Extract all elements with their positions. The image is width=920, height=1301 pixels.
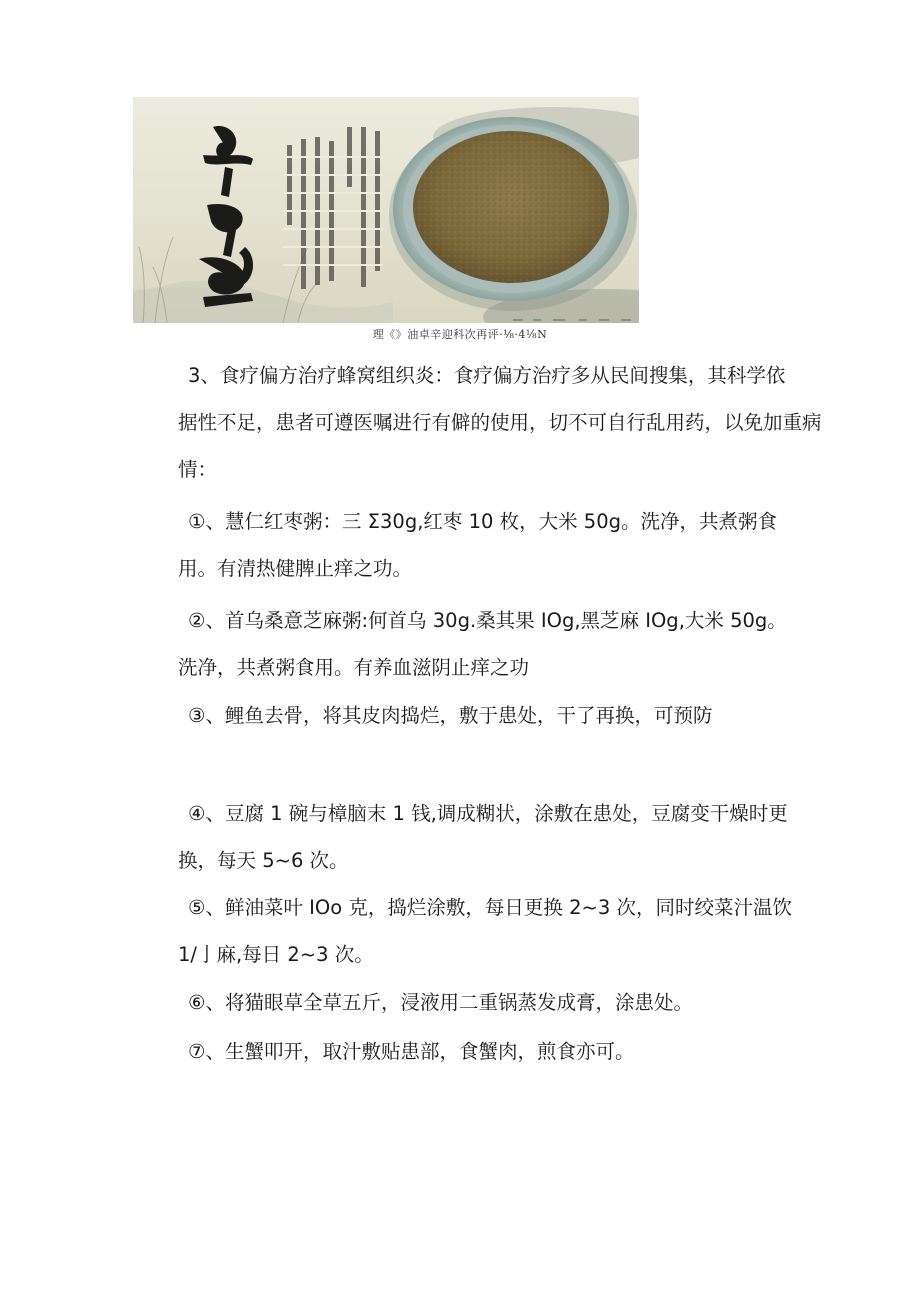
text-line: 情： [178,458,218,481]
text-line: ③、鲤鱼去骨，将其皮肉捣烂，敷于患处，干了再换，可预防 [188,704,713,727]
text-line: ⑤、鲜油菜叶 IOo 克，捣烂涂敷，每日更换 2~3 次，同时绞菜汁温饮 [188,896,792,919]
paragraph-item-3 [178,692,808,739]
paragraph-item-6 [178,979,808,1026]
text-line: 据性不足，患者可遵医嘱进行有僻的使用，切不可自行乱用药，以免加重病 [178,411,822,434]
text-line: 用。有清热健脾止痒之功。 [178,557,413,580]
text-line: 洗净，共煮粥食用。有养血滋阴止痒之功 [178,656,530,679]
text-line: ②、首乌桑意芝麻粥:何首乌 30g.桑其果 IOg,黑芝麻 IOg,大米 50g。 [188,609,787,632]
paragraph-item-4 [178,790,808,884]
text-line: 换，每天 5~6 次。 [178,849,349,872]
text-line: 1/亅麻,每日 2~3 次。 [178,943,374,966]
paragraph-item-7 [178,1028,808,1075]
figure-caption: 理《》油卓辛迎科次再评·⅛·4⅛N [372,328,548,341]
paragraph-item-2 [178,597,808,691]
text-line: ①、慧仁红枣粥：三 Σ30g,红枣 10 枚，大米 50g。洗净，共煮粥食 [188,510,777,533]
text-line: 3、食疗偏方治疗蜂窝组织炎：食疗偏方治疗多从民间搜集，其科学依 [188,364,786,387]
paragraph-intro [178,352,822,493]
text-line: ⑦、生蟹叩开，取汁敷贴患部，食蟹肉，煎食亦可。 [188,1040,635,1063]
text-line: ⑥、将猫眼草全草五斤，浸液用二重锅蒸发成膏，涂患处。 [188,991,693,1014]
text-line: ④、豆腐 1 碗与樟脑末 1 钱,调成糊状，涂敷在患处，豆腐变干燥时更 [188,802,788,825]
herbal-powder-image [133,97,639,323]
paragraph-item-1 [178,498,808,592]
paragraph-item-5 [178,884,808,978]
